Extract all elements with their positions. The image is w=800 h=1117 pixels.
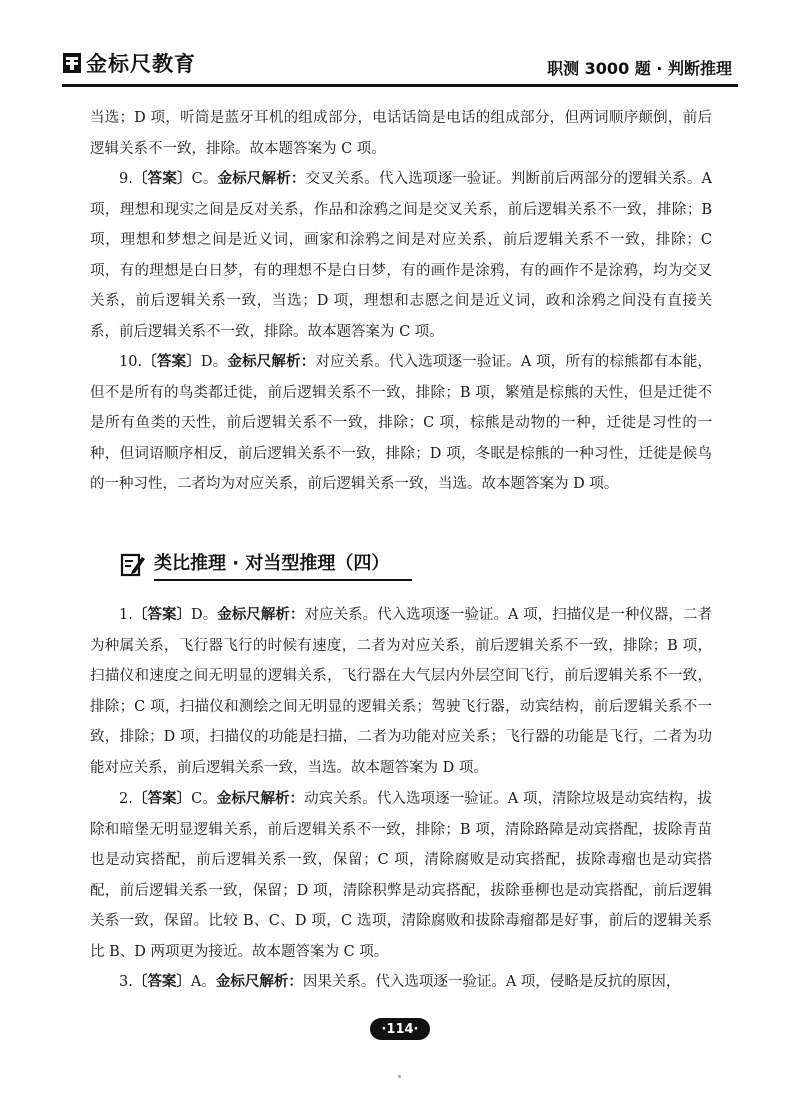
section-answer-2-body: 动宾关系。代入选项逐一验证。A 项，清除垃圾是动宾结构，拔除和暗堡无明显逻辑关系，前后逻辑关系不一致，排除；B 项，清除路障是动宾搭配，拔除青苗也是动宾搭配，前后逻辑关系一致，保留；C 项，清除腐败是动宾搭配，拔除毒瘤也是动宾搭配，前后逻辑关系一致，保留；D 项，清除积弊是动宾搭配，拔除垂柳也是动宾搭配，前后逻辑关系一致，保留。比较 B、C、D 项，C 选项，清除腐败和拔除毒瘤都是好事，前后的逻辑关系比 B、D 两项更为接近。故本题答案为 C 项。 xyxy=(90,791,713,960)
section-answer-1-body: 对应关系。代入选项逐一验证。A 项，扫描仪是一种仪器，二者为种属关系，飞行器飞行的时候有速度，二者为对应关系，前后逻辑关系不一致，排除；B 项，扫描仪和速度之间无明显的逻辑关系，飞行器在大气层内外层空间飞行，前后逻辑关系不一致，排除；C 项，扫描仪和测绘之间无明显的逻辑关系；驾驶飞行器，动宾结构，前后逻辑关系不一致，排除；D 项，扫描仪的功能是扫描，二者为功能对应关系；飞行器的功能是飞行，二者为功能对应关系，前后逻辑关系一致，当选。故本题答案为 D 项。 xyxy=(90,607,713,776)
edit-note-icon xyxy=(120,551,146,577)
book-title: 职测 3000 题 · 判断推理 xyxy=(547,59,732,78)
answer-9-number: 9. xyxy=(119,171,133,187)
section-answer-3-choice: A。 xyxy=(190,974,216,990)
section-answer-3-number: 3. xyxy=(119,974,133,990)
answer-9-choice: C。 xyxy=(191,171,218,187)
answer-10-analysis-label: 金标尺解析： xyxy=(227,354,316,370)
page-header xyxy=(62,44,738,80)
answer-10 xyxy=(90,347,712,500)
intro-text: 当选；D 项，听筒是蓝牙耳机的组成部分，电话话筒是电话的组成部分，但两词顺序颠倒，前后逻辑关系不一致，排除。故本题答案为 C 项。 xyxy=(90,110,712,157)
intro-paragraph xyxy=(90,103,712,164)
section-answer-1-analysis-label: 金标尺解析： xyxy=(217,607,305,623)
section-answer-1-label: 〔答案〕 xyxy=(132,607,192,623)
page-number: ·114· xyxy=(370,1018,430,1040)
answer-9-body: 交叉关系。代入选项逐一验证。判断前后两部分的逻辑关系。A 项，理想和现实之间是反对关系，作品和涂鸦之间是交叉关系，前后逻辑关系不一致，排除；B 项，理想和梦想之间是近义词，画家和涂鸦之间是对应关系，前后逻辑关系不一致，排除；C 项，有的理想是白日梦，有的理想不是白日梦，有的画作是涂鸦，有的画作不是涂鸦，均为交叉关系，前后逻辑关系一致，当选；D 项，理想和志愿之间是近义词，政和涂鸦之间没有直接关系，前后逻辑关系不一致，排除。故本题答案为 C 项。 xyxy=(90,171,712,340)
answer-10-number: 10. xyxy=(119,354,143,370)
section-answer-2 xyxy=(90,784,712,968)
section-answer-1-choice: D。 xyxy=(191,607,218,623)
section-answer-2-analysis-label: 金标尺解析： xyxy=(216,791,305,807)
section-answer-1-number: 1. xyxy=(119,607,133,623)
answer-10-body: 对应关系。代入选项逐一验证。A 项，所有的棕熊都有本能，但不是所有的鸟类都迁徙，前后逻辑关系不一致，排除；B 项，繁殖是棕熊的天性，但是迁徙不是所有鱼类的天性，前后逻辑关系不一致，排除；C 项，棕熊是动物的一种，迁徙是习性的一种，但词语顺序相反，前后逻辑关系不一致，排除；D 项，冬眠是棕熊的一种习性，迁徙是候鸟的一种习性，二者均为对应关系，前后逻辑关系一致，当选。故本题答案为 D 项。 xyxy=(90,354,712,493)
section-answer-2-number: 2. xyxy=(119,791,133,807)
answer-10-label: 〔答案〕 xyxy=(142,354,201,370)
answer-9-analysis-label: 金标尺解析： xyxy=(217,171,306,187)
section-answer-2-label: 〔答案〕 xyxy=(132,791,192,807)
section-answer-3 xyxy=(90,967,712,998)
section-answer-3-body: 因果关系。代入选项逐一验证。A 项，侵略是反抗的原因， xyxy=(302,974,681,990)
section-answer-3-label: 〔答案〕 xyxy=(132,974,191,990)
brand-logo xyxy=(62,50,196,76)
section-answer-1 xyxy=(90,600,712,784)
section-answer-3-analysis-label: 金标尺解析： xyxy=(215,974,303,990)
section-answer-2-choice: C。 xyxy=(191,791,217,807)
answer-9-label: 〔答案〕 xyxy=(132,171,192,187)
answer-10-choice: D。 xyxy=(200,354,228,370)
logo-text: 金标尺教育 xyxy=(86,52,196,76)
header-divider xyxy=(62,84,738,87)
section-underline xyxy=(154,579,412,581)
section-heading xyxy=(120,547,410,583)
section-title: 类比推理 · 对当型推理（四） xyxy=(154,553,390,574)
scan-speck xyxy=(398,1075,401,1078)
answer-9 xyxy=(90,164,712,348)
logo-mark-icon xyxy=(62,52,82,74)
